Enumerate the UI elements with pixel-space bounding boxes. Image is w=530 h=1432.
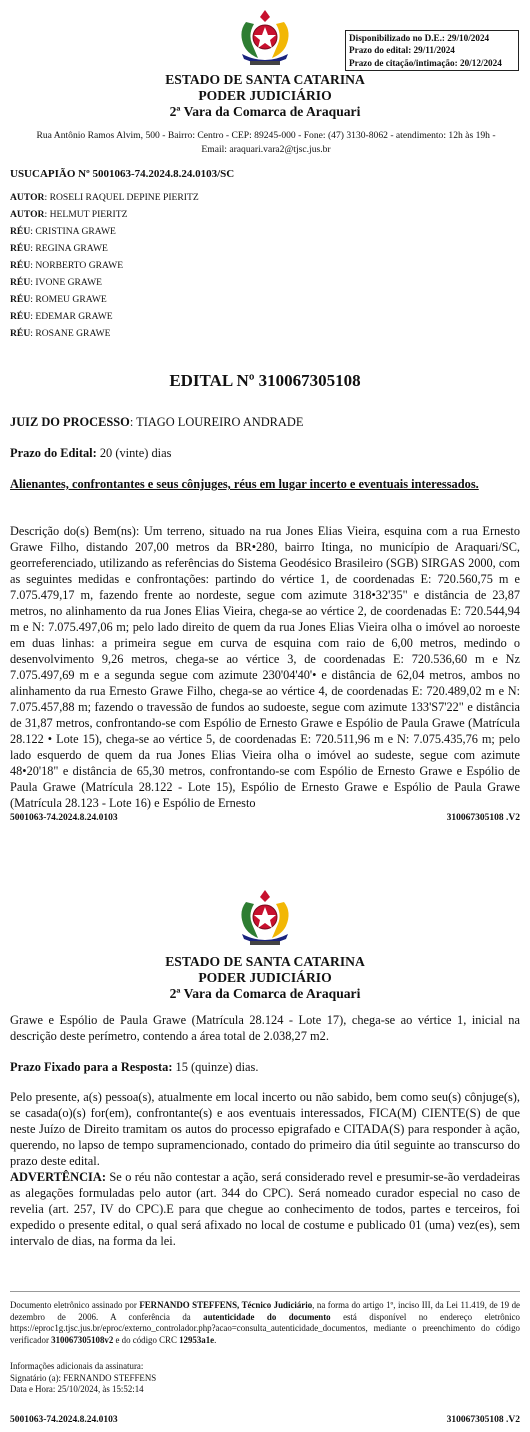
- publication-date: Disponibilizado no D.E.: 29/10/2024: [349, 33, 490, 43]
- edital-deadline-line: Prazo do Edital: 20 (vinte) dias: [10, 446, 172, 460]
- parties-list: [10, 189, 199, 342]
- party-item: AUTOR: ROSELI RAQUEL DEPINE PIERITZ: [10, 192, 199, 203]
- party-item: RÉU: ROSANE GRAWE: [10, 328, 111, 339]
- response-deadline-line: Prazo Fixado para a Resposta: 15 (quinze) dias.: [10, 1060, 259, 1074]
- footer-document-code: 310067305108 .V2: [446, 813, 520, 823]
- warning-paragraph: ADVERTÊNCIA: Se o réu não contestar a ação, será considerado revel e presumir-se-ão verdadeiras as alegações formuladas pelo autor (art. 344 do CPC). Será nomeado curador especial no caso de revelia (art. 257, IV do CPC).E para que chegue ao conhecimento de todos, partes e terceiros, foi expedido o presente edital, o qual será afixado no local de costume e publicado 01 (uma) vez(es), sem intervalo de dias, na forma da lei.: [10, 1170, 520, 1248]
- party-item: RÉU: NORBERTO GRAWE: [10, 260, 124, 271]
- judge-name: : TIAGO LOUREIRO ANDRADE: [129, 415, 304, 429]
- coat-of-arms-icon: [232, 8, 298, 70]
- coat-of-arms-icon: [232, 888, 298, 950]
- header-state: ESTADO DE SANTA CATARINA: [165, 72, 365, 87]
- judge-line: [10, 414, 303, 430]
- party-item: RÉU: EDEMAR GRAWE: [10, 311, 113, 322]
- electronic-signature-notice: Documento eletrônico assinado por FERNANDO STEFFENS, Técnico Judiciário, na forma do artigo 1º, inciso III, da Lei 11.419, de 19 de dezembro de 2006. A conferência da autenticidade do documento está disponível no endereço eletrônico https://eproc1g.tjsc.jus.br/eproc/externo_controlador.php?acao=consulta_autenticidade_documentos, mediante o preenchimento do código verificador 310067305108v2 e do código CRC 12953a1e.: [10, 1300, 520, 1345]
- publication-info-box: [345, 30, 519, 71]
- court-address: Rua Antônio Ramos Alvim, 500 - Bairro: Centro - CEP: 89245-000 - Fone: (47) 3130-8062 - atendimento: 12h às 19h - Email: araquari.vara2@tjsc.jus.br: [36, 130, 496, 155]
- judge-label: JUIZ DO PROCESSO: [10, 415, 130, 429]
- header-power: PODER JUDICIÁRIO: [198, 88, 332, 103]
- addressees: Alienantes, confrontantes e seus cônjuges, réus em lugar incerto e eventuais interessados.: [10, 477, 479, 491]
- header-state: ESTADO DE SANTA CATARINA: [165, 954, 365, 969]
- party-item: RÉU: REGINA GRAWE: [10, 243, 108, 254]
- footer-process-number: 5001063-74.2024.8.24.0103: [10, 813, 118, 823]
- warning-label: ADVERTÊNCIA:: [10, 1170, 106, 1184]
- signature-separator: [10, 1291, 520, 1292]
- citation-body: Pelo presente, a(s) pessoa(s), atualmente em local incerto ou não sabido, bem como seu(s) cônjuge(s), se casada(o)(s) for(em), confrontante(s) e aos eventuais interessados, FICA(M) CIENTE(S) de que neste Juízo de Direito tramitam os autos do processo epigrafado e CITADA(S) para responder à ação, querendo, no lapso de tempo supramencionado, contado do primeiro dia útil seguinte ao transcurso do prazo deste edital.: [10, 1090, 520, 1168]
- header-court: 2ª Vara da Comarca de Araquari: [169, 986, 361, 1001]
- property-description-part2: Grawe e Espólio de Paula Grawe (Matrícula 28.124 - Lote 17), chega-se ao vértice 1, inicial na descrição deste perímetro, contendo a área total de 2.038,27 m2.: [10, 1013, 520, 1043]
- party-item: RÉU: ROMEU GRAWE: [10, 294, 107, 305]
- edital-deadline: Prazo do edital: 29/11/2024: [349, 45, 455, 56]
- footer-document-code: 310067305108 .V2: [446, 1415, 520, 1425]
- citation-deadline: Prazo de citação/intimação: 20/12/2024: [349, 57, 502, 68]
- header-power: PODER JUDICIÁRIO: [198, 970, 332, 985]
- party-item: RÉU: CRISTINA GRAWE: [10, 226, 116, 237]
- property-description-part1: Descrição do(s) Bem(ns): Um terreno, situado na rua Jones Elias Vieira, esquina com a rua Ernesto Grawe Filho, distando 207,00 metros da BR•280, bairro Itinga, no município de Araquari/SC, georreferenciado, utilizando as referências do Sistema Geodésico Brasileiro (SGB) SIRGAS 2000, com as seguintes medidas e confrontações: partindo do vértice 1, de coordenadas E: 720.560,75 m e 7.075.479,17 m, fazendo frente ao nordeste, segue com azimute 318•32'35" e distância de 23,87 metros, no alinhamento da rua Jones Elias Vieira, chega-se ao vértice 2, de coordenadas E: 720.544,94 m e N: 7.075.497,06 m; pelo lado direito de quem da rua Jones Elias Vieira olha o imóvel ao noroeste em duas linhas: a primeira segue em curva de esquina com raio de 6,00 metros, medindo o desenvolvimento 9,26 metros, chega-se ao vértice 3, de coordenadas E: 720.536,60 m e Nz 7.075.497,69 m e a segunda segue com azimute 230'04'40'• e distância de 62,04 metros, ambos no alinhamento da rua Ernesto Grawe Filho, chega-se ao vértice 4, de coordenadas E: 720.489,02 m e N: 7.075.457,88 m; fazendo o travessão de fundos ao sudoeste, segue com azimute 133'S7'22" e distância de 31,87 metros, confrontando-se com Espólio de Ernesto Grawe e Espólio de Paula Grawe (Matrícula 28.122 • Lote 15), chega-se ao vértice 5, de coordenadas E: 720.511,96 m e N: 7.075.435,76 m; pelo lado esquerdo de quem da rua Jones Elias Vieira olha o imóvel ao sudeste, segue com azimute 48•20'18" e distância de 65,30 metros, confrontando-se com Espólio de Ernesto Grawe e Espólio de Paula Grawe (Matrícula 28.122 - Lote 15), Espólio de Ernesto Grawe e Espólio de Paula Grawe (Matrícula 28.123 - Lote 16) e Espólio de Ernesto: [10, 524, 520, 810]
- edital-title: EDITAL Nº 310067305108: [169, 371, 361, 390]
- signature-info: Informações adicionais da assinatura: Signatário (a): FERNANDO STEFFENS Data e Hora: 25/10/2024, às 15:52:14: [10, 1361, 157, 1395]
- header-court: 2ª Vara da Comarca de Araquari: [169, 104, 361, 119]
- case-title: USUCAPIÃO Nº 5001063-74.2024.8.24.0103/SC: [10, 168, 235, 180]
- party-item: AUTOR: HELMUT PIERITZ: [10, 209, 128, 220]
- party-item: RÉU: IVONE GRAWE: [10, 277, 102, 288]
- footer-process-number: 5001063-74.2024.8.24.0103: [10, 1415, 118, 1425]
